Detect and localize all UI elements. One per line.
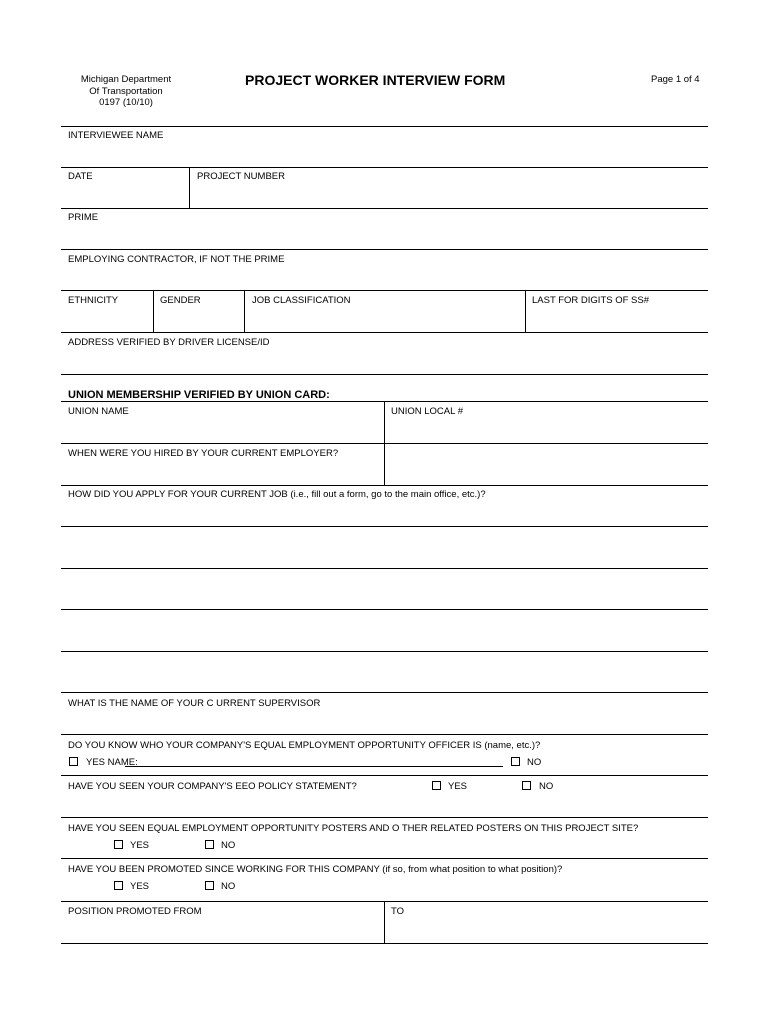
eeo-officer-name-line[interactable] [125, 766, 503, 767]
union-local-label: UNION LOCAL # [391, 406, 463, 417]
job-classification-label: JOB CLASSIFICATION [252, 295, 351, 306]
date-label: DATE [68, 171, 93, 182]
eeo-officer-no-label: NO [527, 757, 542, 768]
interviewee-name-label: INTERVIEWEE NAME [68, 130, 164, 141]
divider [61, 167, 708, 168]
position-from-label: POSITION PROMOTED FROM [68, 906, 202, 917]
position-to-label: TO [391, 906, 405, 917]
ethnicity-label: ETHNICITY [68, 295, 119, 306]
divider [61, 249, 708, 250]
apply-answer-field[interactable] [61, 500, 708, 690]
eeo-posters-yes-checkbox[interactable] [114, 840, 123, 849]
divider [61, 858, 708, 859]
promoted-yes-label: YES [130, 881, 150, 892]
eeo-posters-question: HAVE YOU SEEN EQUAL EMPLOYMENT OPPORTUNITY POSTERS AND O THER RELATED POSTERS ON THIS PROJECT SITE? [68, 823, 639, 834]
eeo-officer-question: DO YOU KNOW WHO YOUR COMPANY'S EQUAL EMPLOYMENT OPPORTUNITY OFFICER IS (name, etc.)? [68, 740, 541, 751]
interviewee-name-field[interactable] [61, 140, 708, 166]
hired-answer-field[interactable] [385, 444, 708, 484]
answer-line [61, 568, 708, 569]
divider [61, 374, 708, 375]
union-name-label: UNION NAME [68, 406, 129, 417]
divider [61, 775, 708, 776]
divider [61, 485, 708, 486]
divider [61, 734, 708, 735]
answer-line [61, 526, 708, 527]
eeo-posters-no-checkbox[interactable] [205, 840, 214, 849]
prime-label: PRIME [68, 212, 99, 223]
employing-contractor-label: EMPLOYING CONTRACTOR, IF NOT THE PRIME [68, 254, 285, 265]
address-verified-label: ADDRESS VERIFIED BY DRIVER LICENSE/ID [68, 337, 270, 348]
position-to-field[interactable] [385, 917, 708, 942]
eeo-officer-no-checkbox[interactable] [511, 757, 520, 766]
page-indicator: Page 1 of 4 [651, 74, 700, 85]
hired-question: WHEN WERE YOU HIRED BY YOUR CURRENT EMPLOYER? [68, 448, 339, 459]
agency-block [70, 74, 182, 109]
ss-digits-field[interactable] [526, 306, 708, 331]
project-number-field[interactable] [190, 181, 708, 207]
date-field[interactable] [61, 181, 189, 207]
eeo-posters-yes-label: YES [130, 840, 150, 851]
eeo-policy-no-checkbox[interactable] [522, 781, 531, 790]
divider [61, 208, 708, 209]
supervisor-field[interactable] [61, 709, 708, 733]
promoted-question: HAVE YOU BEEN PROMOTED SINCE WORKING FOR THIS COMPANY (if so, from what position to what position)? [68, 864, 563, 875]
eeo-policy-yes-checkbox[interactable] [432, 781, 441, 790]
eeo-policy-no-label: NO [539, 781, 554, 792]
promoted-no-label: NO [221, 881, 236, 892]
eeo-officer-yes-checkbox[interactable] [69, 757, 78, 766]
form-number: 0197 (10/10) [99, 97, 153, 108]
job-classification-field[interactable] [245, 306, 525, 331]
divider [61, 817, 708, 818]
agency-name-line2: Of Transportation [89, 85, 163, 97]
prime-field[interactable] [61, 222, 708, 248]
union-name-field[interactable] [61, 417, 383, 442]
eeo-posters-no-label: NO [221, 840, 236, 851]
union-local-field[interactable] [385, 417, 708, 442]
divider [61, 692, 708, 693]
eeo-policy-question: HAVE YOU SEEN YOUR COMPANY'S EEO POLICY STATEMENT? [68, 781, 357, 792]
gender-label: GENDER [160, 295, 201, 306]
union-section-heading: UNION MEMBERSHIP VERIFIED BY UNION CARD: [68, 389, 330, 401]
apply-question: HOW DID YOU APPLY FOR YOUR CURRENT JOB (i.e., fill out a form, go to the main office, etc.)? [68, 489, 486, 500]
answer-line [61, 609, 708, 610]
position-from-field[interactable] [61, 917, 383, 942]
eeo-policy-yes-label: YES [448, 781, 468, 792]
divider [61, 332, 708, 333]
ss-digits-label: LAST FOR DIGITS OF SS# [532, 295, 650, 306]
divider [61, 943, 708, 944]
employing-contractor-field[interactable] [61, 264, 708, 290]
answer-line [61, 651, 708, 652]
project-number-label: PROJECT NUMBER [197, 171, 285, 182]
supervisor-question: WHAT IS THE NAME OF YOUR C URRENT SUPERVISOR [68, 698, 321, 709]
promoted-no-checkbox[interactable] [205, 881, 214, 890]
form-title: PROJECT WORKER INTERVIEW FORM [245, 72, 506, 88]
promoted-yes-checkbox[interactable] [114, 881, 123, 890]
divider [61, 290, 708, 291]
gender-field[interactable] [154, 306, 244, 331]
agency-name: Michigan Department [80, 74, 172, 85]
ethnicity-field[interactable] [61, 306, 153, 331]
address-verified-field[interactable] [61, 348, 708, 373]
divider [61, 126, 708, 127]
eeo-officer-yes-label: YES NAME: [86, 757, 138, 768]
